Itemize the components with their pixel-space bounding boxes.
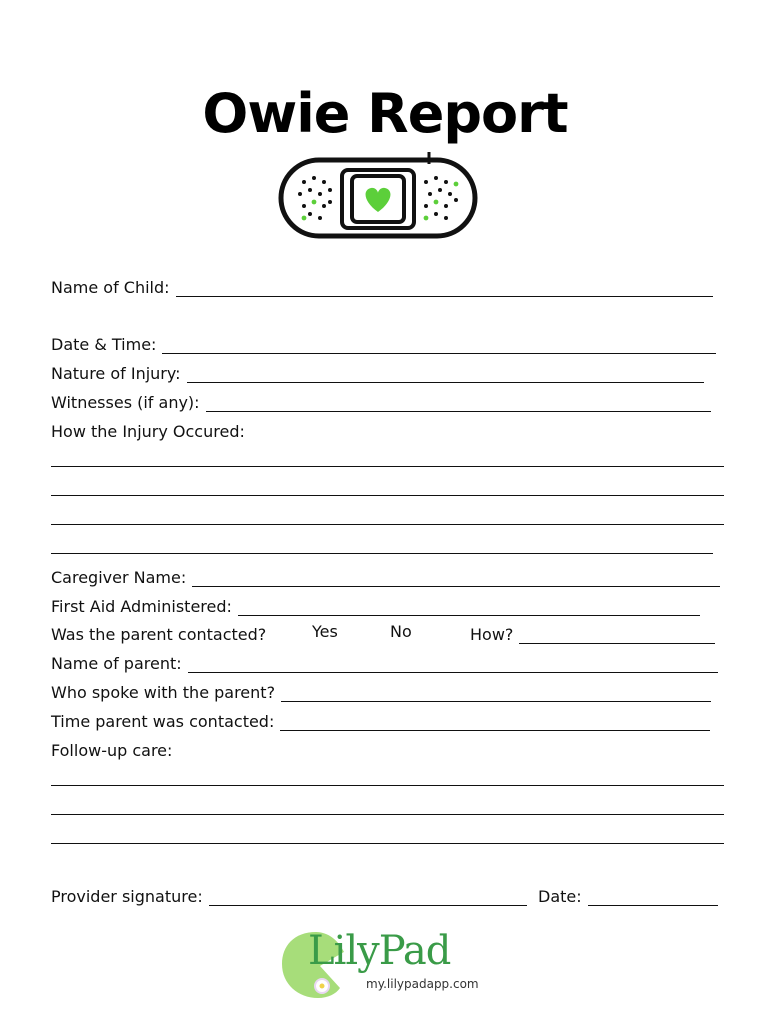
witnesses-field[interactable] xyxy=(51,390,711,412)
parent-contacted-label: Was the parent contacted? xyxy=(51,625,267,644)
follow-up-line-2[interactable] xyxy=(51,813,724,815)
time-contacted-field[interactable] xyxy=(51,709,710,731)
name-of-child-line[interactable] xyxy=(176,280,713,297)
provider-signature-field[interactable] xyxy=(51,884,527,906)
injury-description-line-1[interactable] xyxy=(51,465,724,467)
provider-signature-label: Provider signature: xyxy=(51,887,203,906)
nature-of-injury-line[interactable] xyxy=(187,366,704,383)
logo-url: my.lilypadapp.com xyxy=(366,977,479,991)
date-time-field[interactable] xyxy=(51,332,716,354)
injury-description-line-4[interactable] xyxy=(51,552,713,554)
yes-option[interactable]: Yes xyxy=(312,622,338,641)
caregiver-name-field[interactable] xyxy=(51,565,720,587)
who-spoke-label: Who spoke with the parent? xyxy=(51,683,276,702)
page-title: Owie Report xyxy=(202,82,568,145)
follow-up-field xyxy=(51,738,178,760)
injury-description-line-2[interactable] xyxy=(51,494,724,496)
first-aid-line[interactable] xyxy=(238,599,700,616)
how-label: How? xyxy=(470,625,514,644)
who-spoke-line[interactable] xyxy=(281,685,711,702)
provider-signature-line[interactable] xyxy=(209,889,527,906)
nature-of-injury-field[interactable] xyxy=(51,361,704,383)
name-of-child-label: Name of Child: xyxy=(51,278,170,297)
who-spoke-field[interactable] xyxy=(51,680,711,702)
time-contacted-line[interactable] xyxy=(280,714,710,731)
how-line[interactable] xyxy=(519,627,715,644)
date-field[interactable] xyxy=(538,884,718,906)
follow-up-label: Follow-up care: xyxy=(51,741,173,760)
witnesses-line[interactable] xyxy=(206,395,711,412)
logo-text: LilyPad xyxy=(308,928,451,974)
how-injury-occurred-field xyxy=(51,419,251,441)
how-field[interactable] xyxy=(470,622,715,644)
first-aid-label: First Aid Administered: xyxy=(51,597,232,616)
date-time-line[interactable] xyxy=(162,337,716,354)
bandage-heart-icon xyxy=(278,152,478,244)
follow-up-line-3[interactable] xyxy=(51,842,724,844)
name-of-parent-label: Name of parent: xyxy=(51,654,182,673)
witnesses-label: Witnesses (if any): xyxy=(51,393,200,412)
caregiver-name-label: Caregiver Name: xyxy=(51,568,187,587)
name-of-child-field[interactable] xyxy=(51,275,713,297)
name-of-parent-field[interactable] xyxy=(51,651,718,673)
follow-up-line-1[interactable] xyxy=(51,784,724,786)
date-time-label: Date & Time: xyxy=(51,335,157,354)
caregiver-name-line[interactable] xyxy=(192,570,720,587)
parent-contacted-field xyxy=(51,622,272,644)
name-of-parent-line[interactable] xyxy=(188,656,718,673)
no-option[interactable]: No xyxy=(390,622,412,641)
date-line[interactable] xyxy=(588,889,718,906)
injury-description-line-3[interactable] xyxy=(51,523,724,525)
first-aid-field[interactable] xyxy=(51,594,700,616)
nature-of-injury-label: Nature of Injury: xyxy=(51,364,181,383)
how-injury-occurred-label: How the Injury Occured: xyxy=(51,422,245,441)
date-label: Date: xyxy=(538,887,582,906)
time-contacted-label: Time parent was contacted: xyxy=(51,712,275,731)
